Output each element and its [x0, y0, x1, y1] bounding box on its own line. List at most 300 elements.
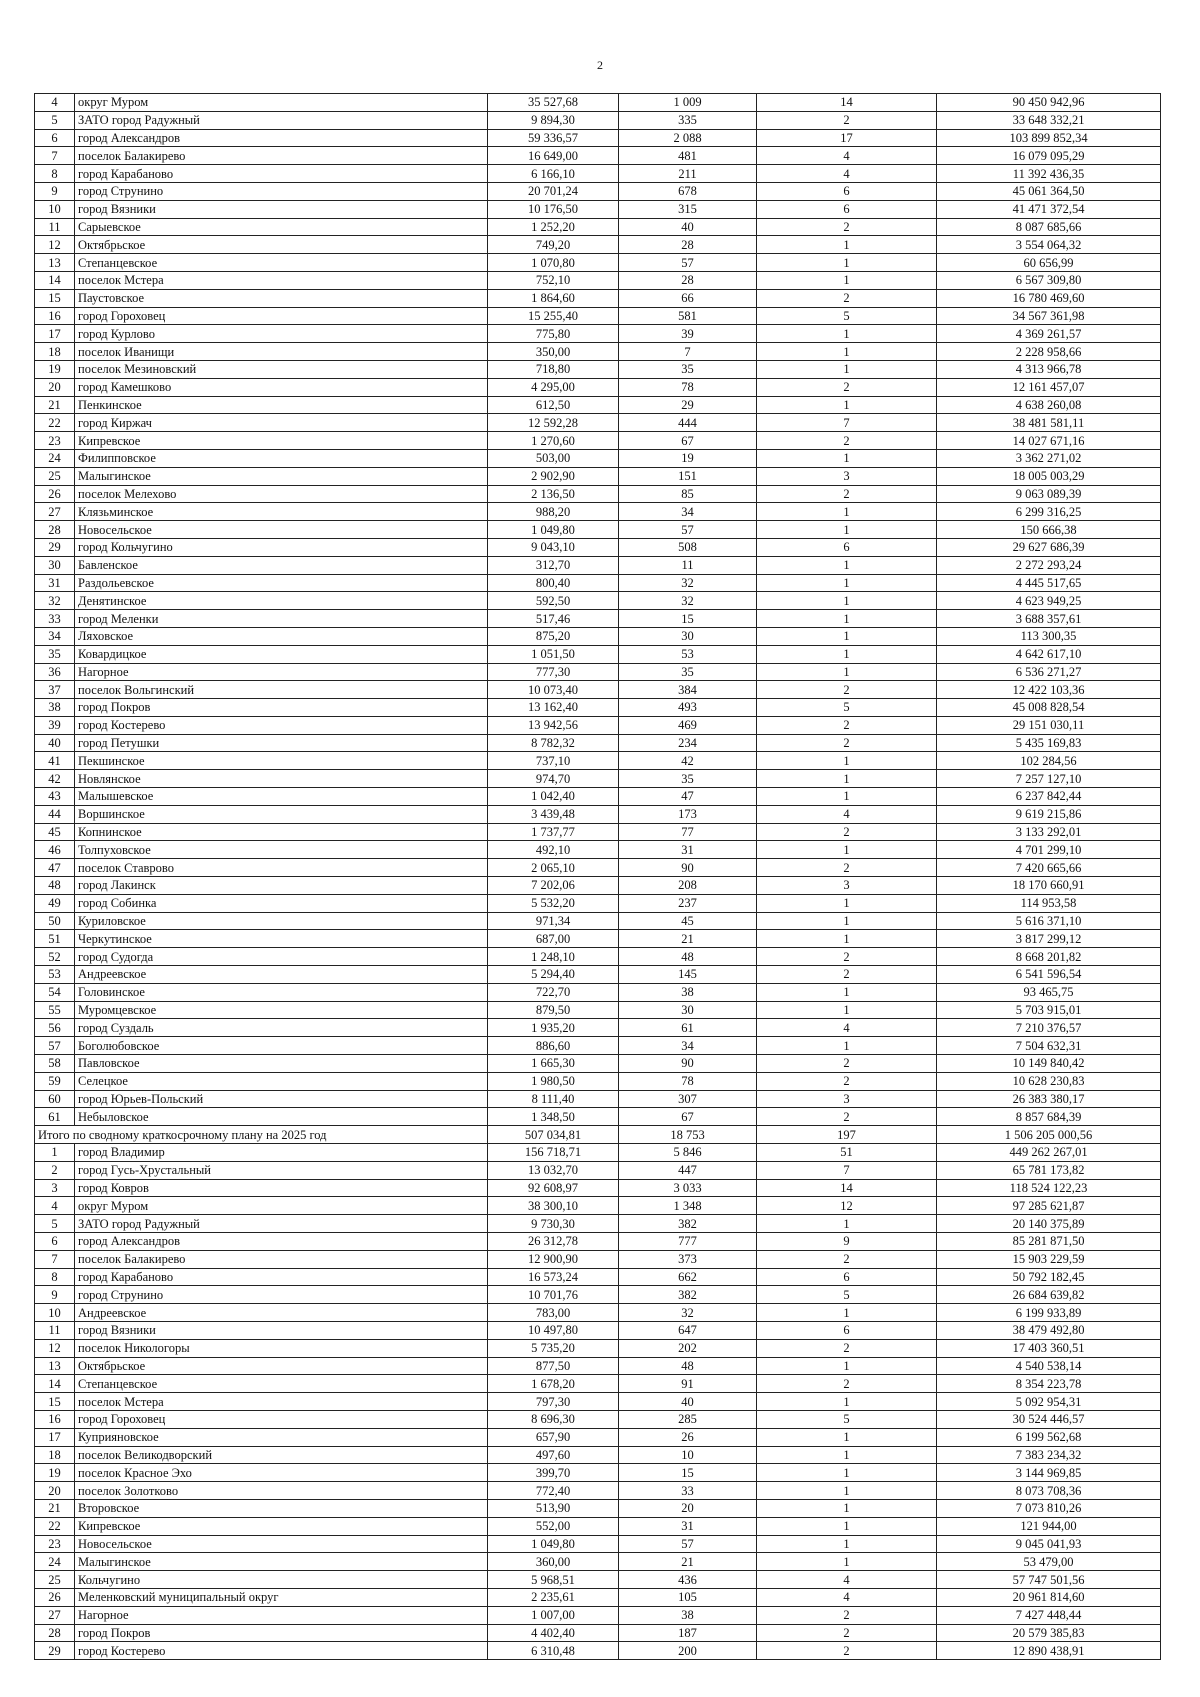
municipality-name-cell: город Костерево: [75, 716, 488, 734]
table-row: [35, 1446, 1161, 1464]
area-cell: 971,34: [488, 912, 619, 930]
municipality-name-cell: Кольчугино: [75, 1571, 488, 1589]
table-row: [35, 556, 1161, 574]
cost-cell: 29 627 686,39: [937, 538, 1161, 556]
row-number-cell: 27: [35, 503, 75, 521]
row-number-cell: 20: [35, 378, 75, 396]
row-number-cell: 18: [35, 343, 75, 361]
municipality-name-cell: Павловское: [75, 1055, 488, 1073]
table-row: [35, 699, 1161, 717]
cost-cell: 18 005 003,29: [937, 467, 1161, 485]
municipality-name-cell: город Курлово: [75, 325, 488, 343]
building-count-cell: 4: [757, 805, 937, 823]
table-row: [35, 200, 1161, 218]
cost-cell: 26 684 639,82: [937, 1286, 1161, 1304]
municipality-name-cell: город Меленки: [75, 610, 488, 628]
residents-cell: 45: [619, 912, 757, 930]
municipality-name-cell: Меленковский муниципальный округ: [75, 1588, 488, 1606]
area-cell: 16 649,00: [488, 147, 619, 165]
cost-cell: 9 045 041,93: [937, 1535, 1161, 1553]
municipality-name-cell: Филипповское: [75, 449, 488, 467]
area-cell: 497,60: [488, 1446, 619, 1464]
row-number-cell: 4: [35, 1197, 75, 1215]
row-number-cell: 17: [35, 1428, 75, 1446]
cost-cell: 449 262 267,01: [937, 1144, 1161, 1162]
municipality-name-cell: Пенкинское: [75, 396, 488, 414]
table-row: [35, 1464, 1161, 1482]
building-count-cell: 1: [757, 627, 937, 645]
cost-cell: 93 465,75: [937, 983, 1161, 1001]
table-row: [35, 503, 1161, 521]
building-count-cell: 1: [757, 254, 937, 272]
table-row: [35, 1001, 1161, 1019]
area-cell: 10 497,80: [488, 1321, 619, 1339]
cost-cell: 8 668 201,82: [937, 948, 1161, 966]
municipality-name-cell: город Гороховец: [75, 307, 488, 325]
building-count-cell: 1: [757, 770, 937, 788]
cost-cell: 10 628 230,83: [937, 1072, 1161, 1090]
table-row: [35, 948, 1161, 966]
row-number-cell: 9: [35, 1286, 75, 1304]
row-number-cell: 21: [35, 1499, 75, 1517]
residents-cell: 32: [619, 574, 757, 592]
building-count-cell: 2: [757, 859, 937, 877]
municipality-name-cell: Клязьминское: [75, 503, 488, 521]
area-cell: 517,46: [488, 610, 619, 628]
residents-cell: 436: [619, 1571, 757, 1589]
area-cell: 877,50: [488, 1357, 619, 1375]
table-row: [35, 1588, 1161, 1606]
cost-cell: 6 199 562,68: [937, 1428, 1161, 1446]
residents-cell: 35: [619, 360, 757, 378]
row-number-cell: 20: [35, 1482, 75, 1500]
building-count-cell: 14: [757, 1179, 937, 1197]
cost-cell: 57 747 501,56: [937, 1571, 1161, 1589]
residents-cell: 30: [619, 627, 757, 645]
area-cell: 657,90: [488, 1428, 619, 1446]
table-row: [35, 1304, 1161, 1322]
municipality-name-cell: поселок Великодворский: [75, 1446, 488, 1464]
municipality-name-cell: Малыгинское: [75, 467, 488, 485]
table-row: [35, 182, 1161, 200]
residents-cell: 28: [619, 271, 757, 289]
cost-cell: 12 161 457,07: [937, 378, 1161, 396]
area-cell: 59 336,57: [488, 129, 619, 147]
area-cell: 1 348,50: [488, 1108, 619, 1126]
area-cell: 752,10: [488, 271, 619, 289]
row-number-cell: 14: [35, 1375, 75, 1393]
table-row: [35, 1321, 1161, 1339]
residents-cell: 32: [619, 1304, 757, 1322]
building-count-cell: 3: [757, 877, 937, 895]
municipality-name-cell: город Вязники: [75, 200, 488, 218]
cost-cell: 38 479 492,80: [937, 1321, 1161, 1339]
cost-cell: 5 092 954,31: [937, 1393, 1161, 1411]
residents-cell: 57: [619, 254, 757, 272]
municipality-name-cell: город Камешково: [75, 378, 488, 396]
table-row: [35, 574, 1161, 592]
residents-cell: 1 348: [619, 1197, 757, 1215]
row-number-cell: 33: [35, 610, 75, 628]
table-row: [35, 1037, 1161, 1055]
residents-cell: 307: [619, 1090, 757, 1108]
row-number-cell: 4: [35, 94, 75, 112]
cost-cell: 5 703 915,01: [937, 1001, 1161, 1019]
area-cell: 513,90: [488, 1499, 619, 1517]
cost-cell: 7 383 234,32: [937, 1446, 1161, 1464]
building-count-cell: 1: [757, 521, 937, 539]
row-number-cell: 12: [35, 1339, 75, 1357]
table-row: [35, 1357, 1161, 1375]
residents-cell: 493: [619, 699, 757, 717]
table-row: [35, 94, 1161, 112]
table-row: [35, 930, 1161, 948]
table-row: [35, 770, 1161, 788]
cost-cell: 118 524 122,23: [937, 1179, 1161, 1197]
building-count-cell: 2: [757, 111, 937, 129]
residents-cell: 33: [619, 1482, 757, 1500]
municipality-name-cell: поселок Иванищи: [75, 343, 488, 361]
area-cell: 800,40: [488, 574, 619, 592]
building-count-cell: 1: [757, 592, 937, 610]
total-count-cell: 197: [757, 1126, 937, 1144]
table-row: [35, 538, 1161, 556]
municipality-name-cell: город Вязники: [75, 1321, 488, 1339]
row-number-cell: 23: [35, 432, 75, 450]
residents-cell: 42: [619, 752, 757, 770]
municipality-name-cell: поселок Вольгинский: [75, 681, 488, 699]
row-number-cell: 59: [35, 1072, 75, 1090]
table-row: [35, 1072, 1161, 1090]
municipality-name-cell: город Струнино: [75, 1286, 488, 1304]
municipality-name-cell: Денятинское: [75, 592, 488, 610]
cost-cell: 17 403 360,51: [937, 1339, 1161, 1357]
area-cell: 38 300,10: [488, 1197, 619, 1215]
building-count-cell: 2: [757, 432, 937, 450]
table-row: [35, 1642, 1161, 1660]
cost-cell: 9 619 215,86: [937, 805, 1161, 823]
municipality-name-cell: Сарыевское: [75, 218, 488, 236]
cost-cell: 34 567 361,98: [937, 307, 1161, 325]
area-cell: 360,00: [488, 1553, 619, 1571]
row-number-cell: 6: [35, 1233, 75, 1251]
residents-cell: 66: [619, 289, 757, 307]
row-number-cell: 11: [35, 218, 75, 236]
building-count-cell: 2: [757, 823, 937, 841]
building-count-cell: 1: [757, 1499, 937, 1517]
municipality-name-cell: Копнинское: [75, 823, 488, 841]
table-row: [35, 592, 1161, 610]
cost-cell: 12 890 438,91: [937, 1642, 1161, 1660]
row-number-cell: 10: [35, 200, 75, 218]
building-count-cell: 1: [757, 271, 937, 289]
area-cell: 5 735,20: [488, 1339, 619, 1357]
table-row: [35, 1375, 1161, 1393]
area-cell: 350,00: [488, 343, 619, 361]
row-number-cell: 10: [35, 1304, 75, 1322]
building-count-cell: 9: [757, 1233, 937, 1251]
table-row: [35, 1250, 1161, 1268]
area-cell: 15 255,40: [488, 307, 619, 325]
building-count-cell: 1: [757, 574, 937, 592]
area-cell: 1 270,60: [488, 432, 619, 450]
cost-cell: 90 450 942,96: [937, 94, 1161, 112]
row-number-cell: 36: [35, 663, 75, 681]
residents-cell: 38: [619, 983, 757, 1001]
municipality-name-cell: Степанцевское: [75, 1375, 488, 1393]
residents-cell: 581: [619, 307, 757, 325]
table-row: [35, 165, 1161, 183]
area-cell: 10 073,40: [488, 681, 619, 699]
row-number-cell: 47: [35, 859, 75, 877]
area-cell: 612,50: [488, 396, 619, 414]
table-row: [35, 805, 1161, 823]
municipality-name-cell: Небыловское: [75, 1108, 488, 1126]
cost-cell: 7 257 127,10: [937, 770, 1161, 788]
area-cell: 6 166,10: [488, 165, 619, 183]
table-row: [35, 1571, 1161, 1589]
area-cell: 35 527,68: [488, 94, 619, 112]
table-row: [35, 129, 1161, 147]
municipality-name-cell: город Покров: [75, 1624, 488, 1642]
cost-cell: 7 427 448,44: [937, 1606, 1161, 1624]
cost-cell: 103 899 852,34: [937, 129, 1161, 147]
residents-cell: 187: [619, 1624, 757, 1642]
building-count-cell: 2: [757, 716, 937, 734]
row-number-cell: 22: [35, 414, 75, 432]
table-row: [35, 663, 1161, 681]
cost-cell: 4 445 517,65: [937, 574, 1161, 592]
residents-cell: 57: [619, 1535, 757, 1553]
municipality-name-cell: поселок Ставрово: [75, 859, 488, 877]
municipality-name-cell: город Юрьев-Польский: [75, 1090, 488, 1108]
cost-cell: 20 140 375,89: [937, 1215, 1161, 1233]
table-row: [35, 1517, 1161, 1535]
total-section: [35, 1126, 1161, 1144]
area-cell: 503,00: [488, 449, 619, 467]
table-row: [35, 752, 1161, 770]
area-cell: 879,50: [488, 1001, 619, 1019]
row-number-cell: 55: [35, 1001, 75, 1019]
building-count-cell: 2: [757, 966, 937, 984]
area-cell: 4 295,00: [488, 378, 619, 396]
building-count-cell: 1: [757, 1037, 937, 1055]
building-count-cell: 4: [757, 165, 937, 183]
residents-cell: 447: [619, 1161, 757, 1179]
residents-cell: 382: [619, 1286, 757, 1304]
row-number-cell: 24: [35, 1553, 75, 1571]
building-count-cell: 2: [757, 948, 937, 966]
area-cell: 156 718,71: [488, 1144, 619, 1162]
building-count-cell: 5: [757, 307, 937, 325]
cost-cell: 12 422 103,36: [937, 681, 1161, 699]
municipality-name-cell: ЗАТО город Радужный: [75, 1215, 488, 1233]
row-number-cell: 5: [35, 111, 75, 129]
municipality-name-cell: Раздольевское: [75, 574, 488, 592]
area-cell: 718,80: [488, 360, 619, 378]
area-cell: 1 049,80: [488, 521, 619, 539]
building-count-cell: 1: [757, 1357, 937, 1375]
building-count-cell: 4: [757, 1571, 937, 1589]
cost-cell: 45 061 364,50: [937, 182, 1161, 200]
area-cell: 399,70: [488, 1464, 619, 1482]
row-number-cell: 8: [35, 165, 75, 183]
building-count-cell: 5: [757, 699, 937, 717]
building-count-cell: 1: [757, 841, 937, 859]
municipality-name-cell: город Киржач: [75, 414, 488, 432]
cost-cell: 18 170 660,91: [937, 877, 1161, 895]
municipality-name-cell: округ Муром: [75, 94, 488, 112]
cost-cell: 4 642 617,10: [937, 645, 1161, 663]
cost-cell: 4 638 260,08: [937, 396, 1161, 414]
residents-cell: 444: [619, 414, 757, 432]
municipality-name-cell: Октябрьское: [75, 1357, 488, 1375]
table-row: [35, 894, 1161, 912]
building-count-cell: 1: [757, 1482, 937, 1500]
row-number-cell: 23: [35, 1535, 75, 1553]
building-count-cell: 4: [757, 1588, 937, 1606]
area-cell: 92 608,97: [488, 1179, 619, 1197]
building-count-cell: 1: [757, 610, 937, 628]
building-count-cell: 2: [757, 485, 937, 503]
residents-cell: 662: [619, 1268, 757, 1286]
area-cell: 737,10: [488, 752, 619, 770]
residents-cell: 48: [619, 1357, 757, 1375]
residents-cell: 47: [619, 788, 757, 806]
cost-cell: 60 656,99: [937, 254, 1161, 272]
building-count-cell: 1: [757, 556, 937, 574]
cost-cell: 6 299 316,25: [937, 503, 1161, 521]
table-row: [35, 254, 1161, 272]
area-cell: 5 532,20: [488, 894, 619, 912]
table-row: [35, 859, 1161, 877]
table-row: [35, 289, 1161, 307]
municipality-name-cell: город Костерево: [75, 1642, 488, 1660]
building-count-cell: 5: [757, 1410, 937, 1428]
municipality-name-cell: город Струнино: [75, 182, 488, 200]
area-cell: 10 701,76: [488, 1286, 619, 1304]
building-count-cell: 1: [757, 983, 937, 1001]
area-cell: 1 049,80: [488, 1535, 619, 1553]
table-row: [35, 414, 1161, 432]
area-cell: 5 294,40: [488, 966, 619, 984]
residents-cell: 40: [619, 1393, 757, 1411]
area-cell: 1 665,30: [488, 1055, 619, 1073]
municipality-name-cell: город Александров: [75, 1233, 488, 1251]
residents-cell: 285: [619, 1410, 757, 1428]
cost-cell: 45 008 828,54: [937, 699, 1161, 717]
table-row: [35, 236, 1161, 254]
residents-cell: 3 033: [619, 1179, 757, 1197]
area-cell: 1 070,80: [488, 254, 619, 272]
residents-cell: 78: [619, 1072, 757, 1090]
cost-cell: 20 579 385,83: [937, 1624, 1161, 1642]
row-number-cell: 11: [35, 1321, 75, 1339]
table-row: [35, 325, 1161, 343]
residents-cell: 2 088: [619, 129, 757, 147]
building-count-cell: 1: [757, 1304, 937, 1322]
area-cell: 886,60: [488, 1037, 619, 1055]
building-count-cell: 1: [757, 343, 937, 361]
row-number-cell: 6: [35, 129, 75, 147]
cost-cell: 114 953,58: [937, 894, 1161, 912]
building-count-cell: 2: [757, 1108, 937, 1126]
table-row: [35, 449, 1161, 467]
municipality-name-cell: город Карабаново: [75, 1268, 488, 1286]
municipality-name-cell: Степанцевское: [75, 254, 488, 272]
row-number-cell: 26: [35, 1588, 75, 1606]
municipality-name-cell: Куриловское: [75, 912, 488, 930]
row-number-cell: 28: [35, 1624, 75, 1642]
cost-cell: 8 354 223,78: [937, 1375, 1161, 1393]
table-row: [35, 271, 1161, 289]
residents-cell: 1 009: [619, 94, 757, 112]
table-row: [35, 111, 1161, 129]
building-count-cell: 2: [757, 1339, 937, 1357]
row-number-cell: 31: [35, 574, 75, 592]
area-cell: 722,70: [488, 983, 619, 1001]
municipality-name-cell: Нагорное: [75, 663, 488, 681]
municipality-name-cell: Октябрьское: [75, 236, 488, 254]
area-cell: 1 051,50: [488, 645, 619, 663]
area-cell: 2 235,61: [488, 1588, 619, 1606]
residents-cell: 315: [619, 200, 757, 218]
building-count-cell: 1: [757, 325, 937, 343]
row-number-cell: 5: [35, 1215, 75, 1233]
cost-cell: 38 481 581,11: [937, 414, 1161, 432]
residents-cell: 34: [619, 1037, 757, 1055]
municipality-name-cell: Второвское: [75, 1499, 488, 1517]
cost-cell: 7 073 810,26: [937, 1499, 1161, 1517]
residents-cell: 29: [619, 396, 757, 414]
building-count-cell: 2: [757, 218, 937, 236]
area-cell: 26 312,78: [488, 1233, 619, 1251]
row-number-cell: 29: [35, 1642, 75, 1660]
building-count-cell: 1: [757, 930, 937, 948]
row-number-cell: 52: [35, 948, 75, 966]
row-number-cell: 15: [35, 289, 75, 307]
table-row: [35, 1535, 1161, 1553]
cost-cell: 150 666,38: [937, 521, 1161, 539]
municipality-name-cell: город Собинка: [75, 894, 488, 912]
total-label: Итого по сводному краткосрочному плану на 2025 год: [35, 1126, 488, 1144]
table-row: [35, 1215, 1161, 1233]
row-number-cell: 49: [35, 894, 75, 912]
residents-cell: 202: [619, 1339, 757, 1357]
residents-cell: 35: [619, 770, 757, 788]
area-cell: 552,00: [488, 1517, 619, 1535]
cost-cell: 4 369 261,57: [937, 325, 1161, 343]
area-cell: 13 032,70: [488, 1161, 619, 1179]
cost-cell: 14 027 671,16: [937, 432, 1161, 450]
total-area-cell: 507 034,81: [488, 1126, 619, 1144]
cost-cell: 6 237 842,44: [937, 788, 1161, 806]
residents-cell: 335: [619, 111, 757, 129]
row-number-cell: 32: [35, 592, 75, 610]
row-number-cell: 7: [35, 147, 75, 165]
building-count-cell: 6: [757, 1268, 937, 1286]
row-number-cell: 56: [35, 1019, 75, 1037]
table-row: [35, 734, 1161, 752]
area-cell: 687,00: [488, 930, 619, 948]
plan-table: [34, 93, 1161, 1660]
table-row: [35, 343, 1161, 361]
area-cell: 772,40: [488, 1482, 619, 1500]
cost-cell: 2 272 293,24: [937, 556, 1161, 574]
residents-cell: 90: [619, 1055, 757, 1073]
cost-cell: 20 961 814,60: [937, 1588, 1161, 1606]
cost-cell: 16 079 095,29: [937, 147, 1161, 165]
